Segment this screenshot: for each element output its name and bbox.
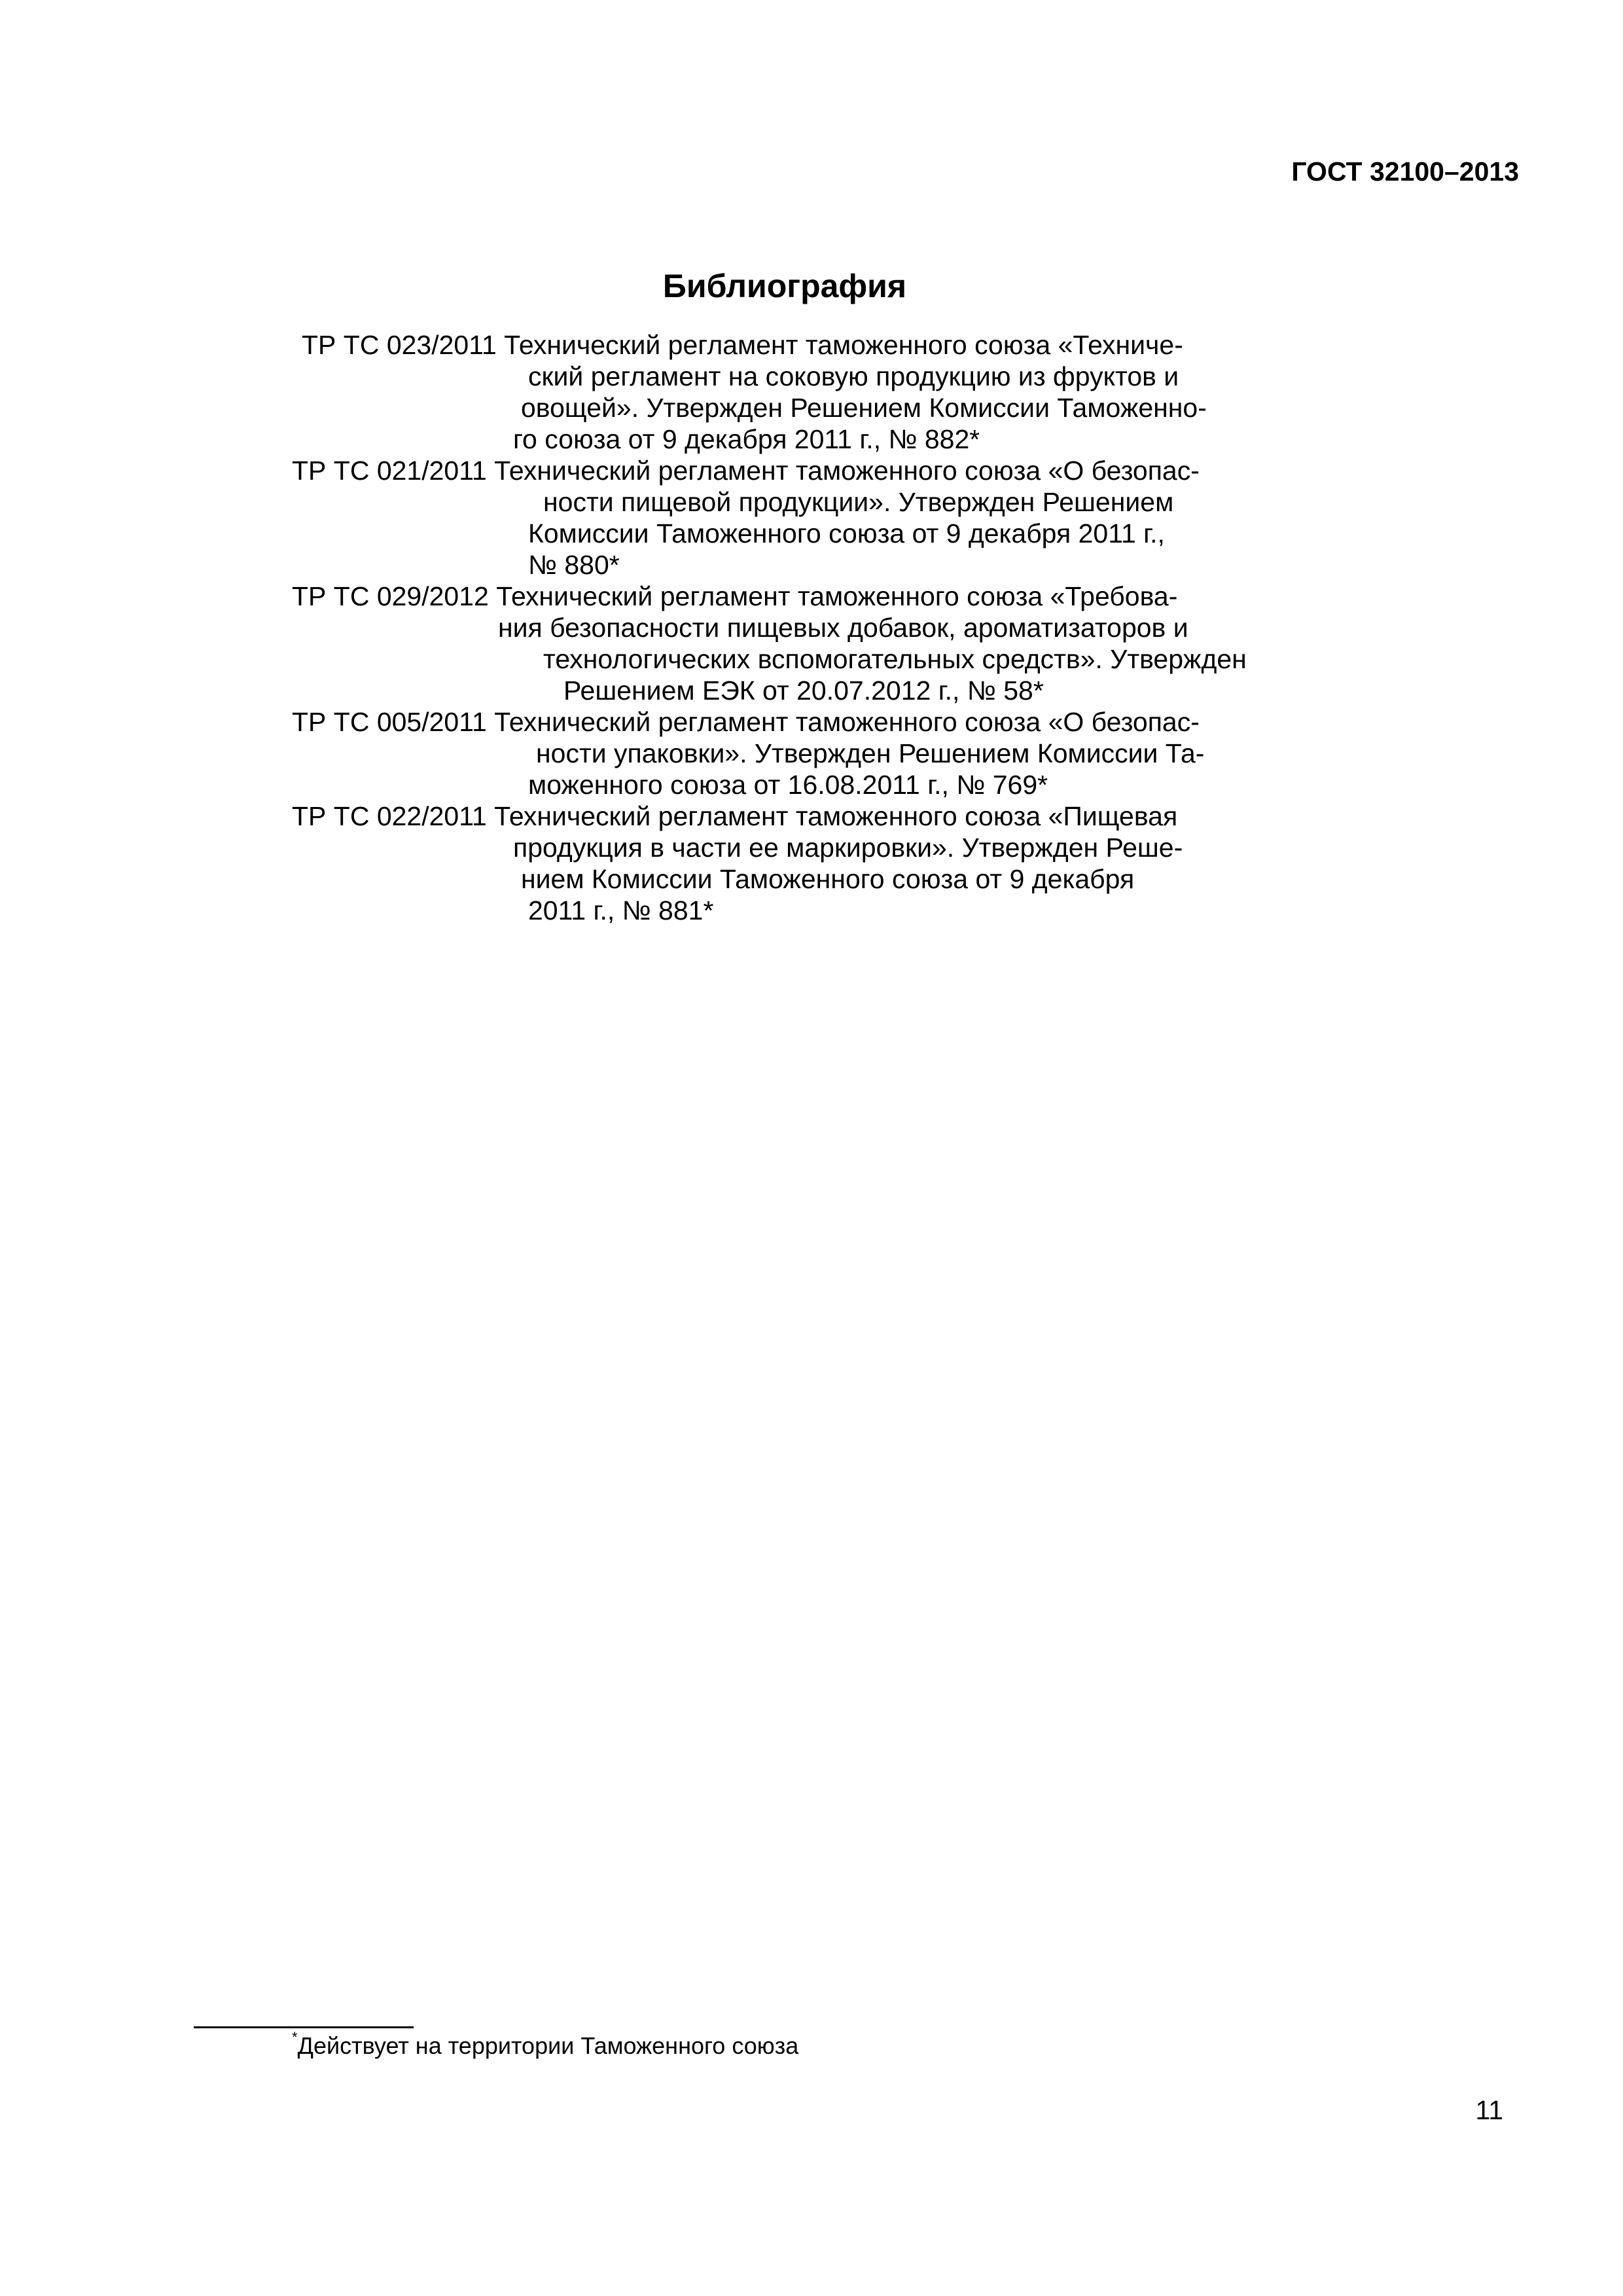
bibliography-line: технологических вспомогательных средств». Утвержден: [543, 644, 1247, 674]
bibliography-line: ТР ТС 005/2011 Технический регламент таможенного союза «О безопас-: [292, 707, 1200, 737]
bibliography-line: ния безопасности пищевых добавок, ароматизаторов и: [498, 613, 1188, 643]
document-code: ГОСТ 32100–2013: [1291, 156, 1519, 187]
bibliography-line: ТР ТС 023/2011 Технический регламент таможенного союза «Техниче-: [302, 330, 1183, 360]
bibliography-line: Решением ЕЭК от 20.07.2012 г., № 58*: [563, 675, 1044, 706]
bibliography-line: го союза от 9 декабря 2011 г., № 882*: [513, 424, 980, 454]
bibliography-line: овощей». Утвержден Решением Комиссии Таможенно-: [521, 393, 1207, 423]
bibliography-line: ТР ТС 029/2012 Технический регламент таможенного союза «Требова-: [292, 581, 1178, 611]
footnote-text: Действует на территории Таможенного союза: [297, 2032, 799, 2059]
footnote-marker: *: [292, 2029, 298, 2045]
page-number: 11: [1475, 2095, 1503, 2125]
bibliography-line: моженного союза от 16.08.2011 г., № 769*: [528, 770, 1048, 800]
bibliography-line: ТР ТС 021/2011 Технический регламент таможенного союза «О безопас-: [292, 456, 1200, 486]
bibliography-line: ский регламент на соковую продукцию из фруктов и: [528, 361, 1179, 391]
bibliography-line: ТР ТС 022/2011 Технический регламент таможенного союза «Пищевая: [292, 801, 1178, 831]
bibliography-line: 2011 г., № 881*: [528, 895, 714, 925]
footnote-divider: [194, 2026, 414, 2028]
footnote: [292, 2030, 798, 2062]
bibliography-line: ности упаковки». Утвержден Решением Комиссии Та-: [536, 738, 1205, 768]
bibliography-line: № 880*: [528, 550, 620, 580]
page-title: Библиография: [662, 268, 907, 304]
bibliography-line: ности пищевой продукции». Утвержден Решением: [543, 487, 1174, 517]
bibliography-line: Комиссии Таможенного союза от 9 декабря 2011 г.,: [528, 518, 1165, 548]
bibliography-line: нием Комиссии Таможенного союза от 9 декабря: [521, 864, 1135, 894]
bibliography-line: продукция в части ее маркировки». Утвержден Реше-: [513, 833, 1183, 863]
